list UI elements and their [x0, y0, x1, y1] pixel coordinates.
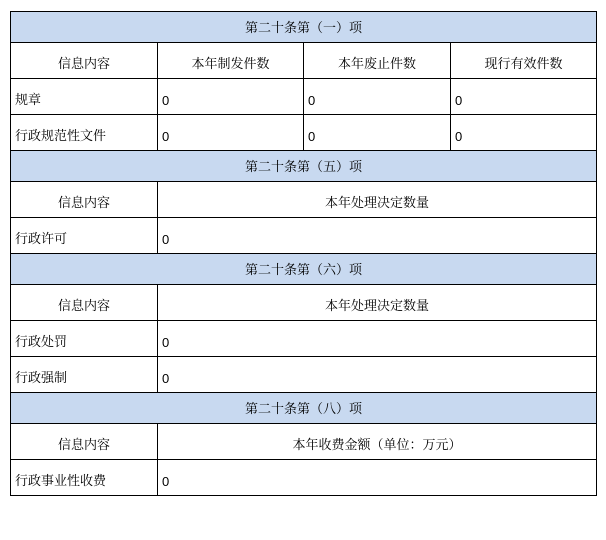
cell-value: 0 [451, 79, 597, 115]
table-row [11, 460, 597, 496]
table-row [11, 321, 597, 357]
cell-value: 0 [451, 115, 597, 151]
cell-value: 0 [158, 357, 597, 393]
section-title: 第二十条第（一）项 [11, 12, 597, 43]
row-label: 行政规范性文件 [11, 115, 158, 151]
row-label: 规章 [11, 79, 158, 115]
column-header: 信息内容 [11, 182, 158, 218]
cell-value: 0 [158, 79, 304, 115]
row-label: 行政强制 [11, 357, 158, 393]
row-label: 行政事业性收费 [11, 460, 158, 496]
row-label: 行政许可 [11, 218, 158, 254]
section-title-row [11, 12, 597, 43]
cell-value: 0 [158, 321, 597, 357]
column-header: 本年处理决定数量 [158, 285, 597, 321]
section-title: 第二十条第（六）项 [11, 254, 597, 285]
report-table-container [10, 11, 597, 496]
cell-value: 0 [158, 460, 597, 496]
column-header: 信息内容 [11, 285, 158, 321]
table-row [11, 218, 597, 254]
section-title: 第二十条第（八）项 [11, 393, 597, 424]
section-title: 第二十条第（五）项 [11, 151, 597, 182]
cell-value: 0 [304, 79, 451, 115]
table-row [11, 115, 597, 151]
column-header-row [11, 424, 597, 460]
cell-value: 0 [158, 218, 597, 254]
column-header: 本年处理决定数量 [158, 182, 597, 218]
section-title-row [11, 254, 597, 285]
column-header-row [11, 285, 597, 321]
column-header: 现行有效件数 [451, 43, 597, 79]
cell-value: 0 [304, 115, 451, 151]
table-row [11, 357, 597, 393]
column-header-row [11, 43, 597, 79]
disclosure-report-table [10, 11, 597, 496]
row-label: 行政处罚 [11, 321, 158, 357]
table-row [11, 79, 597, 115]
column-header: 信息内容 [11, 424, 158, 460]
column-header: 信息内容 [11, 43, 158, 79]
section-title-row [11, 393, 597, 424]
column-header: 本年制发件数 [158, 43, 304, 79]
column-header-row [11, 182, 597, 218]
section-title-row [11, 151, 597, 182]
column-header: 本年废止件数 [304, 43, 451, 79]
cell-value: 0 [158, 115, 304, 151]
column-header: 本年收费金额（单位：万元） [158, 424, 597, 460]
